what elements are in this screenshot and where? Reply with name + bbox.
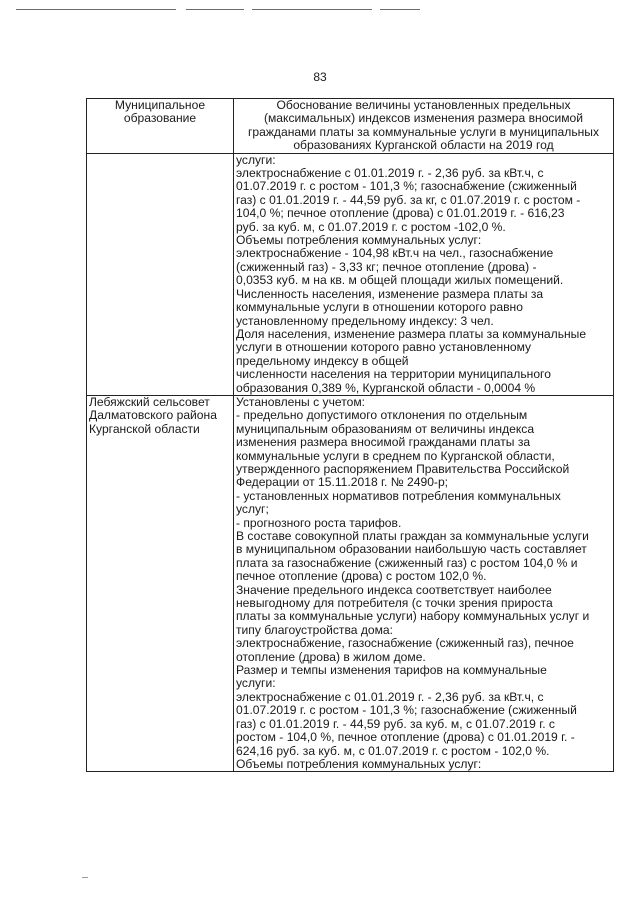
scan-artifact-line xyxy=(186,9,244,10)
text-line: газ) с 01.01.2019 г. - 44,59 руб. за куб. м, с 01.07.2019 г. с xyxy=(236,716,555,731)
text-line: коммунальные услуги в среднем по Курганской области, xyxy=(236,448,555,463)
text-line: Федерации от 15.11.2018 г. № 2490-р; xyxy=(236,475,449,490)
text-line: платы за коммунальные услуги) набору коммунальных услуг и xyxy=(236,609,590,624)
justification-cell xyxy=(234,395,614,771)
text-line: услуг; xyxy=(236,502,269,517)
text-line: предельному индексу в общей xyxy=(236,353,409,368)
text-line: коммунальные услуги в отношении которого равно xyxy=(236,300,523,315)
municipality-line: Лебяжский сельсовет xyxy=(89,394,210,409)
table-header-row xyxy=(87,99,614,154)
text-line: 01.07.2019 г. с ростом - 101,3 %; газоснабжение (сжиженный xyxy=(236,179,577,194)
text-line: электроснабжение, газоснабжение (сжиженный газ), печное xyxy=(236,636,574,651)
page-number: 83 xyxy=(313,70,327,84)
text-line: Установлены с учетом: xyxy=(236,394,365,409)
justification-cell xyxy=(234,153,614,395)
header-line: гражданами платы за коммунальные услуги в муниципальных xyxy=(247,124,600,139)
text-line: электроснабжение с 01.01.2019 г. - 2,36 руб. за кВт.ч, с xyxy=(236,689,544,704)
text-line: 104,0 %; печное отопление (дрова) с 01.01.2019 г. - 616,23 xyxy=(236,206,565,221)
text-line: услуги в отношении которого равно установленному xyxy=(236,340,532,355)
municipality-line: Курганской области xyxy=(89,421,200,436)
text-line: электроснабжение - 104,98 кВт.ч на чел., газоснабжение xyxy=(236,246,554,261)
text-line: образования 0,389 %, Курганской области - 0,0004 % xyxy=(236,380,536,395)
text-line: плата за газоснабжение (сжиженный газ) с ростом 104,0 % и xyxy=(236,555,578,570)
text-line: отопление (дрова) в жилом доме. xyxy=(236,649,426,664)
text-line: услуги: xyxy=(236,676,276,691)
text-line: руб. за куб. м, с 01.07.2019 г. с ростом -102,0 %. xyxy=(236,219,506,234)
table-row xyxy=(87,395,614,771)
text-line: численности населения на территории муниципального xyxy=(236,367,551,382)
scan-artifact-mark xyxy=(82,877,88,878)
header-line: Обоснование величины установленных предельных xyxy=(276,98,571,112)
justification-table xyxy=(86,98,614,772)
text-line: утвержденного распоряжением Правительства Российской xyxy=(236,461,570,476)
text-line: услуги: xyxy=(236,152,276,167)
header-line: образование xyxy=(123,111,197,126)
text-line: изменения размера вносимой гражданами платы за xyxy=(236,435,531,450)
text-line: (сжиженный газ) - 3,33 кг; печное отопление (дрова) - xyxy=(236,259,537,274)
scan-artifact-line xyxy=(252,9,372,10)
text-line: типу благоустройства дома: xyxy=(236,622,393,637)
municipality-cell xyxy=(87,395,234,771)
text-line: в муниципальном образовании наибольшую часть составляет xyxy=(236,542,587,557)
text-line: печное отопление (дрова) с ростом 102,0 %. xyxy=(236,569,487,584)
text-line: электроснабжение с 01.01.2019 г. - 2,36 руб. за кВт.ч, с xyxy=(236,166,544,181)
text-line: муниципальным образованиям от величины индекса xyxy=(236,421,535,436)
text-line: Размер и темпы изменения тарифов на коммунальные xyxy=(236,663,547,678)
text-line: 624,16 руб. за куб. м, с 01.07.2019 г. с ростом - 102,0 %. xyxy=(236,743,550,758)
text-line: - предельно допустимого отклонения по отдельным xyxy=(236,408,528,423)
text-line: 01.07.2019 г. с ростом - 101,3 %; газоснабжение (сжиженный xyxy=(236,703,577,718)
scan-artifact-line xyxy=(16,9,176,10)
header-municipality xyxy=(87,99,234,154)
header-line: Муниципальное xyxy=(114,98,206,112)
text-line: - установленных нормативов потребления коммунальных xyxy=(236,488,561,503)
text-line: Объемы потребления коммунальных услуг: xyxy=(236,233,482,248)
text-line: Численность населения, изменение размера платы за xyxy=(236,286,544,301)
header-line: образованиях Курганской области на 2019 год xyxy=(293,138,554,153)
text-line: ростом - 104,0 %, печное отопление (дрова) с 01.01.2019 г. - xyxy=(236,730,575,745)
text-line: установленному предельному индексу: 3 чел. xyxy=(236,313,494,328)
text-line: невыгодному для потребителя (с точки зрения прироста xyxy=(236,596,553,611)
text-line: Объемы потребления коммунальных услуг: xyxy=(236,756,482,771)
text-line: В составе совокупной платы граждан за коммунальные услуги xyxy=(236,529,589,543)
text-line: Доля населения, изменение размера платы за коммунальные xyxy=(236,326,587,341)
municipality-cell xyxy=(87,153,234,395)
header-line: (максимальных) индексов изменения размера вносимой xyxy=(263,111,584,126)
text-line: - прогнозного роста тарифов. xyxy=(236,515,402,530)
scan-artifact-line xyxy=(380,9,420,10)
text-line: Значение предельного индекса соответствует наиболее xyxy=(236,582,552,597)
text-line: 0,0353 куб. м на кв. м общей площади жилых помещений. xyxy=(236,273,564,288)
municipality-line: Далматовского района xyxy=(89,408,217,423)
table-row xyxy=(87,153,614,395)
text-line: газ) с 01.01.2019 г. - 44,59 руб. за кг, с 01.07.2019 г. с ростом - xyxy=(236,192,581,207)
header-justification xyxy=(234,99,614,154)
